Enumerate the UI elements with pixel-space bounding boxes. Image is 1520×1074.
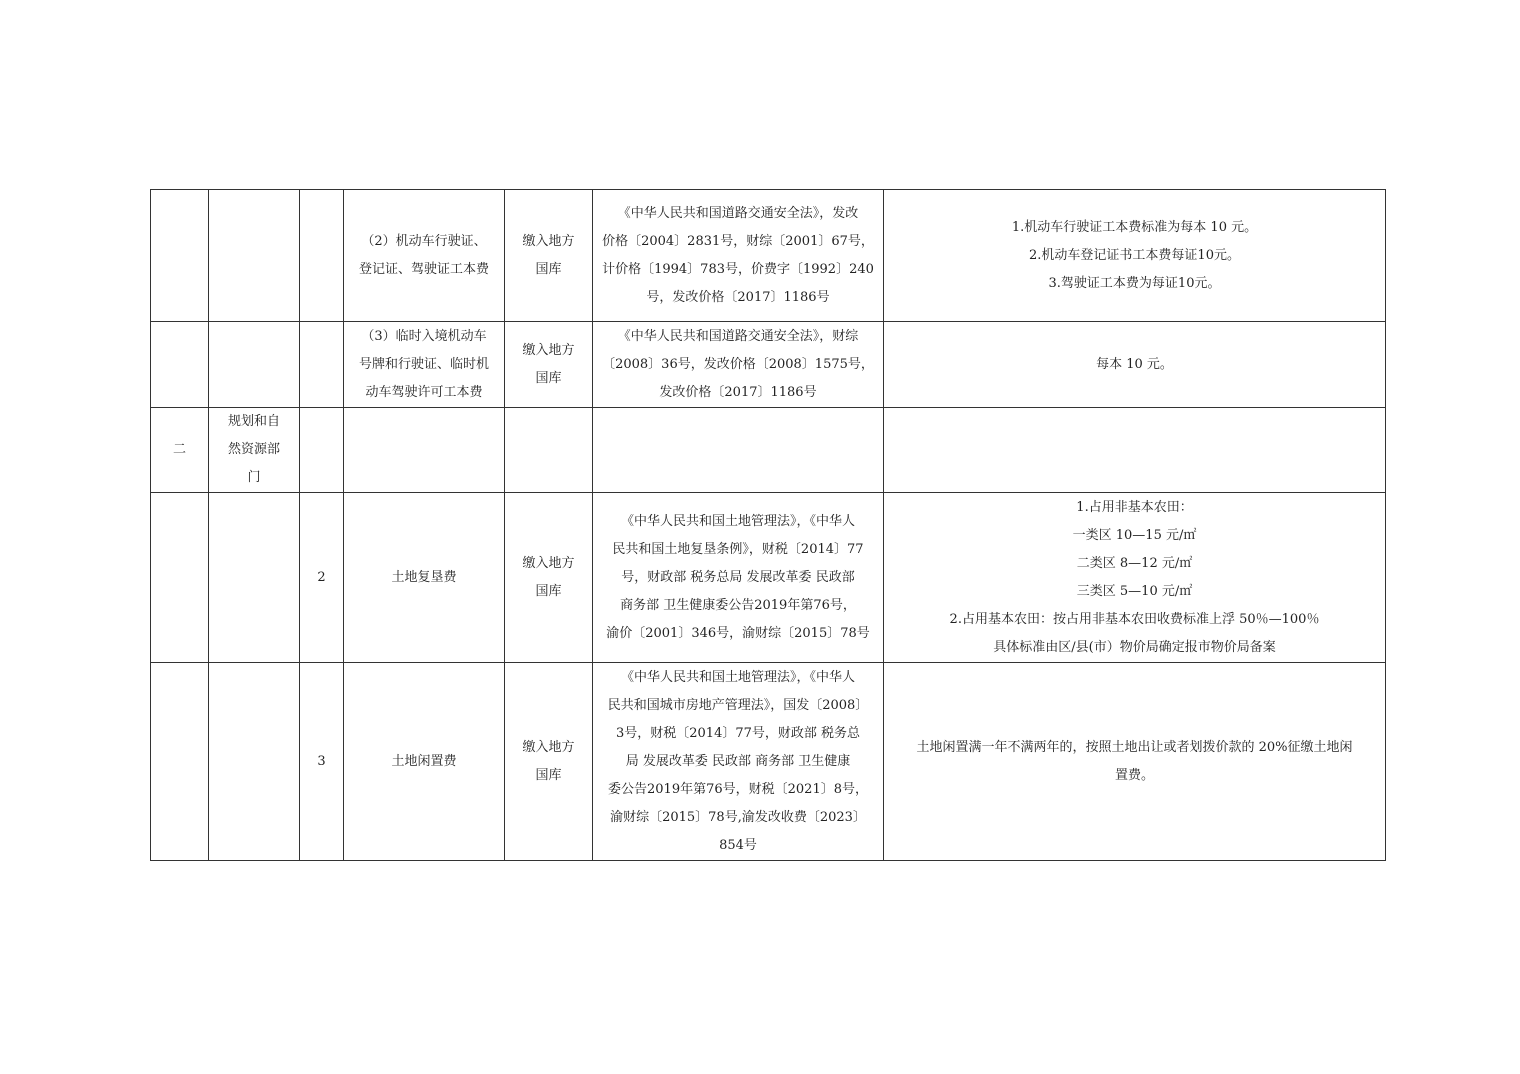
cell-text-line: 号牌和行驶证、临时机 xyxy=(358,356,489,372)
cell-fee-standard xyxy=(884,663,1386,861)
cell-legal-basis xyxy=(593,190,884,322)
cell-text-line: 土地闲置费 xyxy=(391,753,457,769)
table-row xyxy=(151,493,1386,663)
cell-item-number: 3 xyxy=(300,663,344,861)
cell-text-line: 门 xyxy=(247,470,261,485)
cell-text-line: 3号，财税〔2014〕77号，财政部 税务总 xyxy=(615,725,861,741)
cell-department xyxy=(209,663,300,861)
table-row xyxy=(151,322,1386,408)
cell-text-line: 具体标准由区/县(市）物价局确定报市物价局备案 xyxy=(993,639,1276,655)
cell-text-line: 价格〔2004〕2831号，财综〔2001〕67号， xyxy=(602,233,874,249)
cell-text-line: 〔2008〕36号，发改价格〔2008〕1575号， xyxy=(602,356,874,372)
cell-text-line: 国库 xyxy=(535,583,562,599)
cell-destination xyxy=(505,493,593,663)
table-row xyxy=(151,408,1386,493)
cell-seq xyxy=(151,190,209,322)
cell-text-line: 1.机动车行驶证工本费标准为每本 10 元。 xyxy=(1011,219,1258,235)
cell-text-line: 动车驾驶许可工本费 xyxy=(365,384,483,400)
cell-department xyxy=(209,493,300,663)
cell-seq xyxy=(151,493,209,663)
cell-text-line: 发改价格〔2017〕1186号 xyxy=(659,384,817,400)
cell-text-line: 号，发改价格〔2017〕1186号 xyxy=(646,289,830,305)
cell-text-line: 一类区 10—15 元/㎡ xyxy=(1072,527,1197,543)
cell-destination xyxy=(505,322,593,408)
cell-item-number: 2 xyxy=(300,493,344,663)
cell-text-line: 2.占用基本农田：按占用非基本农田收费标准上浮 50％—100％ xyxy=(949,611,1320,627)
cell-fee-item xyxy=(344,190,505,322)
cell-text-line: 规划和自 xyxy=(227,414,280,429)
cell-text-line: （2）机动车行驶证、 xyxy=(361,233,487,249)
fee-table-body xyxy=(151,190,1386,861)
cell-text-line: 号，财政部 税务总局 发展改革委 民政部 xyxy=(621,569,855,585)
cell-text-line: 土地复垦费 xyxy=(391,569,457,585)
cell-fee-item xyxy=(344,493,505,663)
cell-legal-basis xyxy=(593,408,884,493)
cell-text-line: 登记证、驾驶证工本费 xyxy=(358,261,489,277)
cell-text-line: 计价格〔1994〕783号，价费字〔1992〕240 xyxy=(602,261,874,277)
cell-text-line: 缴入地方 xyxy=(522,555,575,571)
cell-text-line: 国库 xyxy=(535,261,562,277)
cell-text-line: 《中华人民共和国道路交通安全法》，发改 xyxy=(617,205,859,221)
cell-fee-standard xyxy=(884,322,1386,408)
cell-item-number xyxy=(300,322,344,408)
cell-text-line: 置费。 xyxy=(1114,767,1154,783)
cell-text-line: 国库 xyxy=(535,370,562,386)
cell-text-line: 854号 xyxy=(719,837,757,853)
cell-fee-standard xyxy=(884,190,1386,322)
cell-seq xyxy=(151,322,209,408)
cell-fee-item xyxy=(344,322,505,408)
cell-destination xyxy=(505,663,593,861)
cell-text-line: 民共和国土地复垦条例》，财税〔2014〕77 xyxy=(612,541,864,557)
cell-fee-standard xyxy=(884,408,1386,493)
table-row xyxy=(151,190,1386,322)
cell-text-line: 1.占用非基本农田： xyxy=(1076,499,1193,515)
cell-text-line: 渝财综〔2015〕78号,渝发改收费〔2023〕 xyxy=(610,809,866,825)
table-row xyxy=(151,663,1386,861)
cell-item-number xyxy=(300,190,344,322)
cell-seq: 二 xyxy=(151,408,209,493)
cell-destination xyxy=(505,408,593,493)
cell-legal-basis xyxy=(593,493,884,663)
cell-text-line: 局 发展改革委 民政部 商务部 卫生健康 xyxy=(625,753,851,769)
cell-text-line: 然资源部 xyxy=(227,442,280,457)
cell-text-line: 《中华人民共和国土地管理法》，《中华人 xyxy=(620,513,855,529)
cell-fee-item xyxy=(344,663,505,861)
cell-text-line: 三类区 5—10 元/㎡ xyxy=(1076,583,1193,599)
cell-text-line: 缴入地方 xyxy=(522,739,575,755)
cell-text-line: 委公告2019年第76号，财税〔2021〕8号， xyxy=(608,781,868,797)
cell-department xyxy=(209,408,300,493)
fee-table xyxy=(150,189,1386,861)
cell-text-line: 缴入地方 xyxy=(522,233,575,249)
cell-text-line: 渝价〔2001〕346号，渝财综〔2015〕78号 xyxy=(606,625,870,641)
cell-text-line: 民共和国城市房地产管理法》，国发〔2008〕 xyxy=(607,697,869,713)
cell-department xyxy=(209,190,300,322)
cell-text-line: 3.驾驶证工本费为每证10元。 xyxy=(1048,275,1221,291)
cell-text-line: 2.机动车登记证书工本费每证10元。 xyxy=(1029,247,1240,263)
cell-destination xyxy=(505,190,593,322)
cell-text-line: 国库 xyxy=(535,767,562,783)
cell-legal-basis xyxy=(593,663,884,861)
cell-text-line: 二类区 8—12 元/㎡ xyxy=(1076,555,1193,571)
cell-department xyxy=(209,322,300,408)
cell-fee-standard xyxy=(884,493,1386,663)
cell-legal-basis xyxy=(593,322,884,408)
cell-text-line: 土地闲置满一年不满两年的，按照土地出让或者划拨价款的 20%征缴土地闲 xyxy=(916,739,1353,755)
cell-text-line: 商务部 卫生健康委公告2019年第76号， xyxy=(620,597,856,613)
cell-fee-item xyxy=(344,408,505,493)
cell-text-line: 《中华人民共和国土地管理法》，《中华人 xyxy=(620,669,855,685)
cell-item-number xyxy=(300,408,344,493)
cell-text-line: 缴入地方 xyxy=(522,342,575,358)
cell-text-line: 每本 10 元。 xyxy=(1096,356,1173,372)
cell-text-line: （3）临时入境机动车 xyxy=(361,328,487,344)
cell-text-line: 《中华人民共和国道路交通安全法》，财综 xyxy=(617,328,859,344)
cell-seq xyxy=(151,663,209,861)
